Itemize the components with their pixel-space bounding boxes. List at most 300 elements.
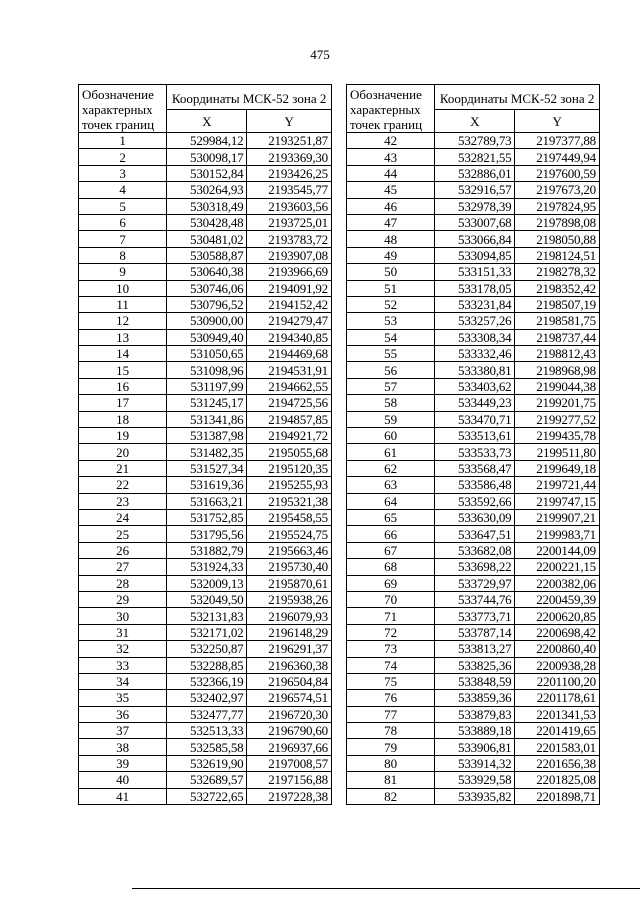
point-number-cell: 43 [347,149,435,165]
x-coordinate-cell: 532789,73 [435,133,515,149]
table-row [347,575,600,591]
table-row [347,280,600,296]
point-number-cell: 54 [347,329,435,345]
y-coordinate-cell: 2194469,68 [247,346,332,362]
y-coordinate-cell: 2198737,44 [515,329,600,345]
x-coordinate-cell: 529984,12 [167,133,247,149]
x-coordinate-cell: 532049,50 [167,591,247,607]
table-row [79,214,332,230]
y-coordinate-cell: 2201898,71 [515,788,600,804]
x-coordinate-cell: 530264,93 [167,182,247,198]
point-number-cell: 13 [79,329,167,345]
y-coordinate-cell: 2200620,85 [515,608,600,624]
y-coordinate-cell: 2200860,40 [515,641,600,657]
x-coordinate-cell: 532916,57 [435,182,515,198]
x-coordinate-cell: 532288,85 [167,657,247,673]
point-number-cell: 79 [347,739,435,755]
y-coordinate-cell: 2198581,75 [515,313,600,329]
y-coordinate-cell: 2194340,85 [247,329,332,345]
table-row [347,264,600,280]
y-coordinate-cell: 2194857,85 [247,411,332,427]
point-number-cell: 53 [347,313,435,329]
point-number-cell: 50 [347,264,435,280]
y-coordinate-cell: 2193545,77 [247,182,332,198]
table-row [79,559,332,575]
y-coordinate-cell: 2196504,84 [247,673,332,689]
x-coordinate-cell: 530796,52 [167,296,247,312]
y-coordinate-cell: 2194279,47 [247,313,332,329]
x-coordinate-cell: 530318,49 [167,198,247,214]
y-coordinate-cell: 2199277,52 [515,411,600,427]
y-coordinate-cell: 2201583,01 [515,739,600,755]
y-coordinate-cell: 2201419,65 [515,723,600,739]
y-coordinate-cell: 2195321,38 [247,493,332,509]
coordinate-system-header: Координаты МСК-52 зона 2 [435,85,600,110]
point-number-cell: 24 [79,509,167,525]
point-number-cell: 9 [79,264,167,280]
point-number-cell: 36 [79,706,167,722]
table-row [79,247,332,263]
y-coordinate-cell: 2194091,92 [247,280,332,296]
table-row [347,346,600,362]
table-row [347,559,600,575]
point-number-cell: 29 [79,591,167,607]
point-number-cell: 8 [79,247,167,263]
point-number-cell: 31 [79,624,167,640]
table-row [79,165,332,181]
point-number-cell: 58 [347,395,435,411]
point-number-cell: 7 [79,231,167,247]
table-row [347,755,600,771]
x-coordinate-cell: 533178,05 [435,280,515,296]
x-coordinate-cell: 533231,84 [435,296,515,312]
x-coordinate-cell: 531341,86 [167,411,247,427]
x-coordinate-cell: 533449,23 [435,395,515,411]
y-coordinate-cell: 2199649,18 [515,460,600,476]
table-row [79,723,332,739]
y-coordinate-cell: 2197156,88 [247,772,332,788]
table-row [79,641,332,657]
table-row [79,346,332,362]
y-coordinate-cell: 2197600,59 [515,165,600,181]
x-coordinate-cell: 531197,99 [167,378,247,394]
y-header: Y [247,110,332,133]
y-coordinate-cell: 2195663,46 [247,542,332,558]
point-number-cell: 57 [347,378,435,394]
point-number-cell: 41 [79,788,167,804]
y-coordinate-cell: 2195120,35 [247,460,332,476]
x-coordinate-cell: 531795,56 [167,526,247,542]
table-row [347,673,600,689]
x-coordinate-cell: 532366,19 [167,673,247,689]
x-coordinate-cell: 532821,55 [435,149,515,165]
y-coordinate-cell: 2193426,25 [247,165,332,181]
table-row [79,591,332,607]
table-row [79,739,332,755]
x-coordinate-cell: 530746,06 [167,280,247,296]
point-number-cell: 18 [79,411,167,427]
x-coordinate-cell: 533332,46 [435,346,515,362]
y-coordinate-cell: 2196360,38 [247,657,332,673]
point-number-cell: 19 [79,428,167,444]
table-row [79,657,332,673]
x-coordinate-cell: 532886,01 [435,165,515,181]
table-row [79,772,332,788]
x-coordinate-cell: 532619,90 [167,755,247,771]
y-coordinate-cell: 2193603,56 [247,198,332,214]
table-row [79,526,332,542]
y-coordinate-cell: 2200382,06 [515,575,600,591]
table-row [347,133,600,149]
y-coordinate-cell: 2193907,08 [247,247,332,263]
table-row [347,772,600,788]
x-coordinate-cell: 533825,36 [435,657,515,673]
x-coordinate-cell: 532171,02 [167,624,247,640]
point-number-cell: 77 [347,706,435,722]
point-number-cell: 23 [79,493,167,509]
table-row [347,395,600,411]
point-number-cell: 34 [79,673,167,689]
point-number-cell: 56 [347,362,435,378]
x-coordinate-cell: 531663,21 [167,493,247,509]
table-row [347,493,600,509]
y-coordinate-cell: 2200459,39 [515,591,600,607]
y-coordinate-cell: 2201178,61 [515,690,600,706]
table-row [79,460,332,476]
x-coordinate-cell: 531527,34 [167,460,247,476]
x-coordinate-cell: 533592,66 [435,493,515,509]
table-row [347,313,600,329]
y-coordinate-cell: 2200221,15 [515,559,600,575]
table-row [79,624,332,640]
x-coordinate-cell: 533698,22 [435,559,515,575]
point-number-cell: 78 [347,723,435,739]
point-number-cell: 22 [79,477,167,493]
point-number-cell: 62 [347,460,435,476]
y-coordinate-cell: 2199435,78 [515,428,600,444]
x-coordinate-cell: 533848,59 [435,673,515,689]
table-row [79,493,332,509]
y-coordinate-cell: 2198352,42 [515,280,600,296]
x-coordinate-cell: 533813,27 [435,641,515,657]
point-number-cell: 49 [347,247,435,263]
point-number-cell: 1 [79,133,167,149]
y-coordinate-cell: 2199044,38 [515,378,600,394]
y-coordinate-cell: 2195870,61 [247,575,332,591]
x-coordinate-cell: 530949,40 [167,329,247,345]
x-coordinate-cell: 533879,83 [435,706,515,722]
point-number-cell: 40 [79,772,167,788]
y-coordinate-cell: 2194152,42 [247,296,332,312]
point-number-cell: 38 [79,739,167,755]
x-coordinate-cell: 533773,71 [435,608,515,624]
y-coordinate-cell: 2193783,72 [247,231,332,247]
point-number-cell: 73 [347,641,435,657]
y-coordinate-cell: 2193966,69 [247,264,332,280]
point-number-cell: 59 [347,411,435,427]
y-coordinate-cell: 2198812,43 [515,346,600,362]
x-coordinate-cell: 530098,17 [167,149,247,165]
x-coordinate-cell: 533647,51 [435,526,515,542]
table-row [347,362,600,378]
y-coordinate-cell: 2196937,66 [247,739,332,755]
table-body [347,133,600,805]
y-coordinate-cell: 2195730,40 [247,559,332,575]
x-coordinate-cell: 532131,83 [167,608,247,624]
y-coordinate-cell: 2199747,15 [515,493,600,509]
table-row [79,755,332,771]
table-row [347,723,600,739]
y-coordinate-cell: 2194725,56 [247,395,332,411]
table-row [79,509,332,525]
x-coordinate-cell: 532402,97 [167,690,247,706]
x-coordinate-cell: 532009,13 [167,575,247,591]
table-row [79,362,332,378]
table-row [347,231,600,247]
point-number-cell: 55 [347,346,435,362]
y-coordinate-cell: 2201825,08 [515,772,600,788]
x-coordinate-cell: 533929,58 [435,772,515,788]
y-coordinate-cell: 2197008,57 [247,755,332,771]
x-coordinate-cell: 530152,84 [167,165,247,181]
point-number-cell: 15 [79,362,167,378]
point-number-cell: 3 [79,165,167,181]
table-row [79,198,332,214]
x-coordinate-cell: 533729,97 [435,575,515,591]
y-coordinate-cell: 2196079,93 [247,608,332,624]
x-coordinate-cell: 533568,47 [435,460,515,476]
table-row [79,264,332,280]
y-coordinate-cell: 2194531,91 [247,362,332,378]
x-coordinate-cell: 531245,17 [167,395,247,411]
point-number-cell: 81 [347,772,435,788]
point-number-cell: 17 [79,395,167,411]
point-number-cell: 2 [79,149,167,165]
point-number-cell: 26 [79,542,167,558]
y-coordinate-cell: 2195055,68 [247,444,332,460]
x-coordinate-cell: 533889,18 [435,723,515,739]
y-coordinate-cell: 2197898,08 [515,214,600,230]
y-coordinate-cell: 2195938,26 [247,591,332,607]
x-coordinate-cell: 532513,33 [167,723,247,739]
table-row [347,526,600,542]
point-number-cell: 66 [347,526,435,542]
table-row [347,428,600,444]
x-coordinate-cell: 533682,08 [435,542,515,558]
table-row [347,657,600,673]
x-coordinate-cell: 533787,14 [435,624,515,640]
point-number-cell: 20 [79,444,167,460]
table-row [79,608,332,624]
y-coordinate-cell: 2197824,95 [515,198,600,214]
table-row [79,313,332,329]
point-number-cell: 64 [347,493,435,509]
y-coordinate-cell: 2195255,93 [247,477,332,493]
point-number-cell: 63 [347,477,435,493]
x-coordinate-cell: 533935,82 [435,788,515,804]
x-coordinate-cell: 533630,09 [435,509,515,525]
point-header: Обозначение характерных точек границ [79,85,167,133]
table-row [347,608,600,624]
y-coordinate-cell: 2196790,60 [247,723,332,739]
point-number-cell: 70 [347,591,435,607]
table-row [347,624,600,640]
x-coordinate-cell: 532722,65 [167,788,247,804]
table-row [347,542,600,558]
point-number-cell: 32 [79,641,167,657]
x-coordinate-cell: 532585,58 [167,739,247,755]
point-number-cell: 46 [347,198,435,214]
table-row [79,690,332,706]
x-coordinate-cell: 532689,57 [167,772,247,788]
table-row [347,378,600,394]
table-row [79,673,332,689]
point-number-cell: 16 [79,378,167,394]
point-number-cell: 11 [79,296,167,312]
point-number-cell: 71 [347,608,435,624]
page-number: 475 [310,47,330,62]
y-coordinate-cell: 2195524,75 [247,526,332,542]
point-number-cell: 30 [79,608,167,624]
table-row [347,411,600,427]
point-number-cell: 10 [79,280,167,296]
table-row [79,575,332,591]
y-coordinate-cell: 2194662,55 [247,378,332,394]
coordinates-table-left [78,84,332,805]
y-coordinate-cell: 2199721,44 [515,477,600,493]
x-coordinate-cell: 533859,36 [435,690,515,706]
point-number-cell: 65 [347,509,435,525]
point-number-cell: 14 [79,346,167,362]
x-header: X [167,110,247,133]
table-row [79,280,332,296]
y-coordinate-cell: 2199907,21 [515,509,600,525]
table-row [79,149,332,165]
table-row [79,788,332,804]
table-row [79,182,332,198]
x-coordinate-cell: 533308,34 [435,329,515,345]
x-coordinate-cell: 533513,61 [435,428,515,444]
table-row [347,444,600,460]
point-number-cell: 80 [347,755,435,771]
point-number-cell: 72 [347,624,435,640]
point-number-cell: 61 [347,444,435,460]
x-coordinate-cell: 531098,96 [167,362,247,378]
x-coordinate-cell: 533403,62 [435,378,515,394]
point-number-cell: 48 [347,231,435,247]
y-coordinate-cell: 2200144,09 [515,542,600,558]
y-coordinate-cell: 2201656,38 [515,755,600,771]
point-number-cell: 28 [79,575,167,591]
point-number-cell: 21 [79,460,167,476]
y-header: Y [515,110,600,133]
table-row [347,329,600,345]
table-row [79,444,332,460]
x-header: X [435,110,515,133]
x-coordinate-cell: 531752,85 [167,509,247,525]
x-coordinate-cell: 531050,65 [167,346,247,362]
table-row [347,509,600,525]
x-coordinate-cell: 533586,48 [435,477,515,493]
table-row [79,411,332,427]
y-coordinate-cell: 2198278,32 [515,264,600,280]
table-row [79,231,332,247]
table-row [79,428,332,444]
coordinates-table-right [346,84,600,805]
x-coordinate-cell: 533007,68 [435,214,515,230]
table-row [347,296,600,312]
y-coordinate-cell: 2196720,30 [247,706,332,722]
table-row [347,198,600,214]
y-coordinate-cell: 2196291,37 [247,641,332,657]
point-number-cell: 67 [347,542,435,558]
x-coordinate-cell: 530900,00 [167,313,247,329]
x-coordinate-cell: 531387,98 [167,428,247,444]
x-coordinate-cell: 533744,76 [435,591,515,607]
table-row [347,460,600,476]
point-number-cell: 6 [79,214,167,230]
y-coordinate-cell: 2195458,55 [247,509,332,525]
y-coordinate-cell: 2197228,38 [247,788,332,804]
table-row [347,149,600,165]
coordinate-system-header: Координаты МСК-52 зона 2 [167,85,332,110]
x-coordinate-cell: 530588,87 [167,247,247,263]
point-number-cell: 37 [79,723,167,739]
table-row [347,706,600,722]
x-coordinate-cell: 531924,33 [167,559,247,575]
table-row [347,165,600,181]
table-row [79,706,332,722]
point-number-cell: 44 [347,165,435,181]
table-row [347,214,600,230]
point-number-cell: 74 [347,657,435,673]
y-coordinate-cell: 2201100,20 [515,673,600,689]
table-row [79,395,332,411]
table-row [347,182,600,198]
x-coordinate-cell: 533906,81 [435,739,515,755]
y-coordinate-cell: 2200938,28 [515,657,600,673]
table-row [347,788,600,804]
table-row [79,378,332,394]
y-coordinate-cell: 2199511,80 [515,444,600,460]
y-coordinate-cell: 2193725,01 [247,214,332,230]
point-number-cell: 60 [347,428,435,444]
y-coordinate-cell: 2198968,98 [515,362,600,378]
y-coordinate-cell: 2194921,72 [247,428,332,444]
y-coordinate-cell: 2199201,75 [515,395,600,411]
x-coordinate-cell: 531482,35 [167,444,247,460]
y-coordinate-cell: 2197449,94 [515,149,600,165]
point-number-cell: 76 [347,690,435,706]
point-number-cell: 33 [79,657,167,673]
point-number-cell: 51 [347,280,435,296]
point-number-cell: 4 [79,182,167,198]
y-coordinate-cell: 2197377,88 [515,133,600,149]
y-coordinate-cell: 2196148,29 [247,624,332,640]
point-number-cell: 39 [79,755,167,771]
table-row [79,542,332,558]
x-coordinate-cell: 531882,79 [167,542,247,558]
x-coordinate-cell: 533470,71 [435,411,515,427]
point-number-cell: 47 [347,214,435,230]
x-coordinate-cell: 530428,48 [167,214,247,230]
point-number-cell: 42 [347,133,435,149]
y-coordinate-cell: 2198507,19 [515,296,600,312]
point-number-cell: 25 [79,526,167,542]
point-number-cell: 75 [347,673,435,689]
point-number-cell: 52 [347,296,435,312]
table-row [79,133,332,149]
